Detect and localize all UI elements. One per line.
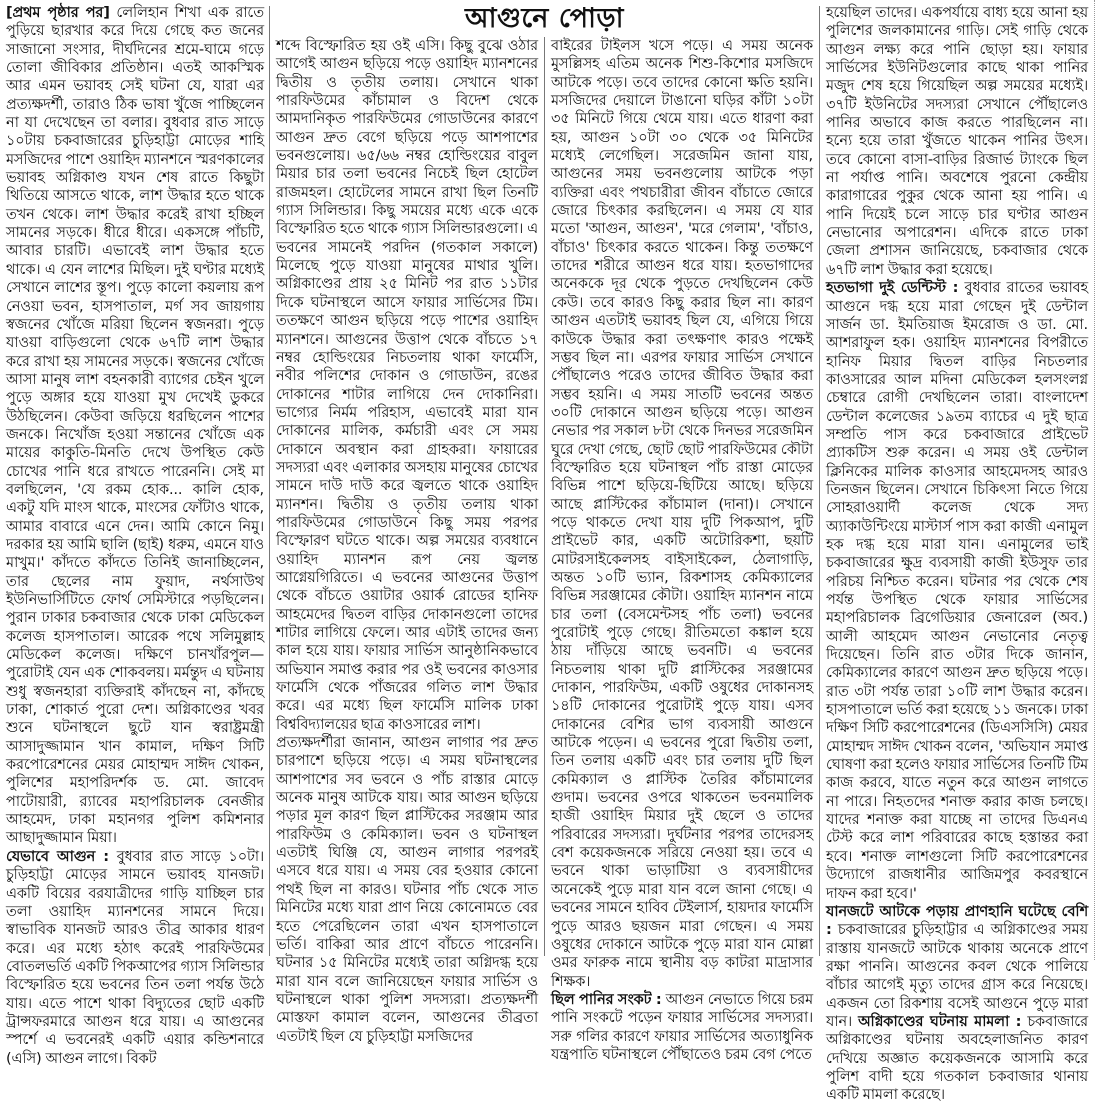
subhead-label: হতভাগা দুই ডেন্টিস্ট :: [826, 279, 959, 297]
paragraph: [6, 848, 264, 1068]
article-column-3: [551, 37, 813, 1063]
paragraph-text: লেলিহান শিখা এক রাতে পুড়িয়ে ছারখার করে দিয়ে গেছে কত জনের সাজানো সংসার, দীর্ঘদিনের শ্রমে-ঘামে গড়ে তোলা জীবিকার প্রতিষ্ঠান। এতই আকস্মিক আর এমন ভয়াবহ সেই ঘটনা যে, যারা এর প্রত্যক্ষদর্শী, তারাও ঠিক ভাষা খুঁজে পাচ্ছিলেন না যা দেখেছেন তা বলার। বুধবার রাত সাড়ে ১০টায় চকবাজারের চুড়িহাট্টা মোড়ের শাহি মসজিদের পাশে ওয়াহিদ ম্যানশনে স্মরণকালের ভয়াবহ অগ্নিকাণ্ড যখন শেষ রাতে কিছুটা থিতিয়ে আসতে থাকে, লাশ উদ্ধার হতে থাকে তখন থেকে। লাশ উদ্ধার করেই রাখা হচ্ছিল সামনের সড়কে। ধীরে ধীরে। একসঙ্গে পাঁচটি, আবার চারটি। এভাবেই লাশ উদ্ধার হতে থাকে। এ যেন লাশের মিছিল। দুই ঘণ্টার মধ্যেই সেখানে লাশের স্তূপ। পুড়ে কালো কয়লায় রূপ নেওয়া ভবন, হাসপাতাল, মর্গ সব জায়গায় স্বজনের খোঁজে মরিয়া ছিলেন স্বজনরা। পুড়ে যাওয়া বাড়িগুলো থেকে ৬৭টি লাশ উদ্ধার করে রাখা হয় সামনের সড়কে। স্বজনের খোঁজে আসা মানুষ লাশ বহনকারী ব্যাগের চেইন খুলে পুড়ে অঙ্গার হয়ে যাওয়া মুখ দেখেই ডুকরে উঠছিলেন। কেউবা জড়িয়ে ধরছিলেন পাশের জনকে। নিখোঁজ হওয়া সন্তানের খোঁজে এক মায়ের কাকুতি-মিনতি দেখে উপস্থিত কেউ চোখের পানি ধরে রাখতে পারেননি। সেই মা বলছিলেন, 'যে রকম হোক... কালি হোক, একটু যদি মাংস থাকে, মাংসের ফোঁটাও থাকে, আমার বাবারে এনে দেন। আমি কোনে নিমু। দরকার হয় আমি ছালি (ছাই) ধরুম, এমনে যাও মাখুম।' কাঁদতে কাঁদতে তিনিই জানাচ্ছিলেন, তার ছেলের নাম ফুয়াদ, নর্থসাউথ ইউনিভার্সিটিতে ফোর্থ সেমিস্টারে পড়ছিলেন। পুরান ঢাকার চকবাজার থেকে ঢাকা মেডিকেল কলেজ হাসপাতাল। আরেক পথে সলিমুল্লাহ মেডিকেল কলেজ। দক্ষিণে চানখাঁরপুল— পুরোটাই যেন এক শোকবলয়। মর্মন্তুদ এ ঘটনায় শুধু স্বজনহারা ব্যক্তিরাই কাঁদছেন না, কাঁদছে ঢাকা, শোকার্ত পুরো দেশ। অগ্নিকাণ্ডের খবর শুনে ঘটনাস্থলে ছুটে যান স্বরাষ্ট্রমন্ত্রী আসাদুজ্জামান খান কামাল, দক্ষিণ সিটি করপোরেশনের মেয়র মোহাম্মদ সাঈদ খোকন, পুলিশের মহাপরিদর্শক ড. মো. জাবেদ পাটোয়ারী, র‌্যাবের মহাপরিচালক বেনজীর আহমেদ, ঢাকা মহানগর পুলিশ কমিশনার আছাদুজ্জামান মিয়া।: [6, 4, 264, 847]
column-rule-3: [819, 6, 820, 956]
column-rule-2: [544, 37, 545, 956]
paragraph-text: বুধবার রাত সাড়ে ১০টা। চুড়িহাট্টা মোড়ের সামনে ভয়াবহ যানজট। একটি বিয়ের বরযাত্রীদের গাড়ি যাচ্ছিল চার তলা ওয়াহিদ ম্যানশনের সামনে দিয়ে। স্বাভাবিক যানজট আরও তীব্র আকার ধারণ করে। এর মধ্যে হঠাৎ করেই পারফিউমের বোতলভর্তি একটি পিকআপের গ্যাস সিলিন্ডার বিস্ফোরিত হয়ে ভবনের তিন তলা পর্যন্ত উঠে যায়। এতে পাশে থাকা বিদ্যুতের ছোট একটি ট্রান্সফরমারে আগুন ধরে যায়। এ আগুনের স্পর্শে এ ভবনেরই একটি এয়ার কন্ডিশনারে (এসি) আগুন লাগে। বিকট: [6, 847, 264, 1067]
paragraph: প্রত্যক্ষদর্শীরা জানান, আগুন লাগার পর দ্রুত চারপাশে ছড়িয়ে পড়ে। এ সময় ঘটনাস্থলের আশপাশের সব ভবনে ও পাঁচ রাস্তার মোড়ে অনেক মানুষ আটকে যায়। আর আগুন ছড়িয়ে পড়ার মূল কারণ ছিল প্লাস্টিকের সরঞ্জাম আর পারফিউম ও কেমিক্যাল। ভবন ও ঘটনাস্থল এতটাই ঘিঞ্জি যে, আগুন লাগার পরপরই এসবে ধরে যায়। এ সময় বের হওয়ার কোনো পথই ছিল না কারও। ঘটনার পাঁচ থেকে সাত মিনিটের মধ্যে যারা প্রাণ নিয়ে কোনোমতে বের হতে পেরেছিলেন তারা এখন হাসপাতালে ভর্তি। বাকিরা আর প্রাণে বাঁচতে পারেননি। ঘটনার ১৫ মিনিটের মধ্যেই তারা অগ্নিদগ্ধ হয়ে মারা যান বলে জানিয়েছেন ফায়ার সার্ভিস ও ঘটনাস্থলে থাকা পুলিশ সদস্যরা। প্রত্যক্ষদর্শী মোস্তফা কামাল বলেন, আগুনের তীব্রতা এতটাই ছিল যে চুড়িহাট্টা মসজিদের: [276, 734, 538, 1045]
paragraph-text: আগুন নেভাতে গিয়ে চরম পানি সংকটে পড়েন ফায়ার সার্ভিসের সদস্যরা। সরু গলির কারণে ফায়ার সার্ভিসের অত্যাধুনিক যন্ত্রপাতি ঘটনাস্থলে পৌঁছাতেও চরম বেগ পেতে: [551, 990, 813, 1063]
subhead-label: যানজটে আটকে পড়ায় প্রাণহানি ঘটেছে বেশি :: [826, 902, 1088, 939]
headline: আগুনে পোড়া: [464, 3, 625, 34]
paragraph-text: চকবাজারে অগ্নিকাণ্ডের ঘটনায় অবহেলাজনিত কারণ দেখিয়ে অজ্ঞাত কয়েকজনকে আসামি করে পুলিশ বাদী হয়ে গতকাল চকবাজার থানায় একটি মামলা করেছে।: [826, 1012, 1089, 1104]
subhead-label: যেভাবে আগুন :: [6, 847, 109, 865]
column-rule-1: [269, 6, 270, 956]
continuation-label: [প্রথম পৃষ্ঠার পর]: [6, 4, 110, 21]
paragraph: শব্দে বিস্ফোরিত হয় ওই এসি। কিছু বুঝে ওঠার আগেই আগুন ছড়িয়ে পড়ে ওয়াহিদ ম্যানশনের দ্বিতীয় ও তৃতীয় তলায়। সেখানে থাকা পারফিউমের কাঁচামাল ও বিদেশ থেকে আমদানিকৃত পারফিউমের গোডাউনের কারণে আগুন দ্রুত বেগে ছড়িয়ে পড়ে আশপাশের ভবনগুলোয়। ৬৫/৬৬ নম্বর হোল্ডিংয়ের বাবুল মিয়ার চার তলা ভবনের নিচেই ছিল হোটেল রাজমহল। হোটেলের সামনে রাখা ছিল তিনটি গ্যাস সিলিন্ডার। কিছু সময়ের মধ্যে একে একে বিস্ফোরিত হতে থাকে গ্যাস সিলিন্ডারগুলো। এ ভবনের সামনেই পরদিন (গতকাল সকালে) মিলেছে পুড়ে যাওয়া মানুষের মাথার খুলি। অগ্নিকাণ্ডের প্রায় ২৫ মিনিট পর রাত ১১টার দিকে ঘটনাস্থলে আসে ফায়ার সার্ভিসের টিম। ততক্ষণে আগুন ছড়িয়ে পড়ে পাশের ওয়াহিদ ম্যানশনে। আগুনের উত্তাপ থেকে বাঁচতে ১৭ নম্বর হোল্ডিংয়ের নিচতলায় থাকা ফার্মেসি, নবীর পলিশের দোকান ও গোডাউন, রঙের দোকানের শাটার লাগিয়ে দেন দোকানিরা। ভাগ্যের নির্মম পরিহাস, এভাবেই মারা যান দোকানের মালিক, কর্মচারী এবং সে সময় দোকানে অবস্থান করা গ্রাহকরা। ফায়ারের সদস্যরা এবং এলাকার অসহায় মানুষের চোখের সামনে দাউ দাউ করে জ্বলতে থাকে ওয়াহিদ ম্যানশন। দ্বিতীয় ও তৃতীয় তলায় থাকা পারফিউমের গোডাউনে কিছু সময় পরপর বিস্ফোরণ ঘটতে থাকে। অল্প সময়ের ব্যবধানে ওয়াহিদ ম্যানশন রূপ নেয় জ্বলন্ত আগ্নেয়গিরিতে। এ ভবনের আগুনের উত্তাপ থেকে বাঁচতে ওয়াটার ওয়ার্ক রোডের হানিফ আহমেদের দ্বিতল বাড়ির দোকানগুলো তাদের শাটার লাগিয়ে ফেলে। আর এটাই তাদের জন্য কাল হয়ে যায়। ফায়ার সার্ভিস আনুষ্ঠানিকভাবে অভিযান সমাপ্ত করার পর ওই ভবনের কাওসার ফার্মেসি থেকে পাঁজরের গলিত লাশ উদ্ধার করে। এর মধ্যে ছিল ফার্মেসি মালিক ঢাকা বিশ্ববিদ্যালয়ের ছাত্র কাওসারের লাশ।: [276, 37, 538, 733]
article-column-2: [276, 37, 538, 1045]
page-edge-dotted: [1094, 0, 1095, 960]
paragraph-text: বুধবার রাতের ভয়াবহ আগুনে দগ্ধ হয়ে মারা গেছেন দুই ডেন্টাল সার্জন ডা. ইমতিয়াজ ইমরোজ ও ডা. মো. আশরাফুল হক। ওয়াহিদ ম্যানশনের বিপরীতে হানিফ মিয়ার দ্বিতল বাড়ির নিচতলার কাওসারের আল মদিনা মেডিকেল হলসংলগ্ন চেম্বারে রোগী দেখছিলেন তারা। বাংলাদেশ ডেন্টাল কলেজের ১৯তম ব্যাচের এ দুই ছাত্র সম্প্রতি পাস করে চকবাজারে প্রাইভেট প্র্যাকটিস শুরু করেন। এ সময় ওই ডেন্টাল ক্লিনিকের মালিক কাওসার আহমেদসহ আরও তিনজন ছিলেন। সেখানে চিকিৎসা নিতে গিয়ে সোহরাওয়ার্দী কলেজ থেকে সদ্য অ্যাকাউন্টিংয়ে মাস্টার্স পাস করা কাজী এনামুল হক দগ্ধ হয়ে মারা যান। এনামুলের ভাই চকবাজারের ক্ষুদ্র ব্যবসায়ী কাজী ইউসুফ তার পরিচয় নিশ্চিত করেন। ঘটনার পর থেকে শেষ পর্যন্ত উপস্থিত থেকে ফায়ার সার্ভিসের মহাপরিচালক ব্রিগেডিয়ার জেনারেল (অব.) আলী আহমেদ আগুন নেভানোর নেতৃত্ব দিয়েছেন। তিনি রাত ৩টার দিকে জানান, কেমিক্যালের কারণে আগুন দ্রুত ছড়িয়ে পড়ে। রাত ৩টা পর্যন্ত তারা ১০টি লাশ উদ্ধার করেন। হাসপাতালে ভর্তি করা হয়েছে ১১ জনকে। ঢাকা দক্ষিণ সিটি করপোরেশনের (ডিএসসিসি) মেয়র মোহাম্মদ সাঈদ খোকন বলেন, 'অভিযান সমাপ্ত ঘোষণা করা হলেও ফায়ার সার্ভিসের তিনটি টিম কাজ করবে, যাতে নতুন করে আগুন লাগতে না পারে। নিহতদের শনাক্ত করার কাজ চলছে। যাদের শনাক্ত করা যাচ্ছে না তাদের ডিএনএ টেস্ট করে লাশ পরিবারের কাছে হস্তান্তর করা হবে। শনাক্ত লাশগুলো সিটি করপোরেশনের উদ্যোগে রাজধানীর আজিমপুর কবরস্থানে দাফন করা হবে।': [826, 279, 1088, 902]
paragraph: [826, 903, 1088, 1105]
paragraph: [826, 279, 1088, 903]
article-column-4: [826, 4, 1089, 1104]
paragraph: [6, 4, 264, 848]
subhead-label: অগ্নিকাণ্ডের ঘটনায় মামলা :: [858, 1012, 1022, 1030]
article-column-1: [6, 4, 264, 1067]
paragraph: বাইরের টাইলস খসে পড়ে। এ সময় অনেক মুসল্লিসহ এতিম অনেক শিশু-কিশোর মসজিদে আটকে পড়ে। তবে তাদের কোনো ক্ষতি হয়নি। মসজিদের দেয়ালে টাঙানো ঘড়ির কাঁটা ১০টা ৩৫ মিনিটে গিয়ে থেমে যায়। এতে ধারণা করা হয়, আগুন ১০টা ৩০ থেকে ৩৫ মিনিটের মধ্যেই লেগেছিল। সরেজমিন জানা যায়, আগুনের সময় ভবনগুলোয় আটকে পড়া ব্যক্তিরা এবং পথচারীরা জীবন বাঁচাতে জোরে জোরে চিৎকার করছিলেন। এ সময় যে যার মতো 'আগুন, আগুন', 'মরে গেলাম', 'বাঁচাও, বাঁচাও' চিৎকার করতে থাকেন। কিন্তু ততক্ষণে তাদের শরীরে আগুন ধরে যায়। হতভাগাদের অনেককে দূর থেকে পুড়তে দেখছিলেন কেউ কেউ। তবে কারও কিছু করার ছিল না। কারণ আগুন এতটাই ভয়াবহ ছিল যে, এগিয়ে গিয়ে কাউকে উদ্ধার করা তৎক্ষণাৎ কারও পক্ষেই সম্ভব ছিল না। এরপর ফায়ার সার্ভিস সেখানে পৌঁছালেও পরেও তাদের জীবিত উদ্ধার করা সম্ভব হয়নি। এ সময় সাতটি ভবনের অন্তত ৩০টি দোকানে আগুন ছড়িয়ে পড়ে। আগুন নেভার পর সকাল ৮টা থেকে দিনভর সরেজমিন ঘুরে দেখা গেছে, ছোট ছোট পারফিউমের কৌটা বিস্ফোরিত হয়ে ঘটনাস্থল পাঁচ রাস্তা মোড়ের বিভিন্ন পাশে ছড়িয়ে-ছিটিয়ে আছে। ছড়িয়ে আছে প্লাস্টিকের কাঁচামাল (দানা)। সেখানে পড়ে থাকতে দেখা যায় দুটি পিকআপ, দুটি প্রাইভেট কার, একটি অটোরিকশা, ছয়টি মোটরসাইকেলসহ বাইসাইকেল, ঠেলাগাড়ি, অন্তত ১০টি ভ্যান, রিকশাসহ কেমিক্যালের বিভিন্ন সরঞ্জামের কৌটা। ওয়াহিদ ম্যানশন নামে চার তলা (বেসমেন্টসহ পাঁচ তলা) ভবনের পুরোটাই পুড়ে গেছে। রীতিমতো কঙ্কাল হয়ে ঠায় দাঁড়িয়ে আছে ভবনটি। এ ভবনের নিচতলায় থাকা দুটি প্লাস্টিকের সরঞ্জামের দোকান, পারফিউম, একটি ওষুধের দোকানসহ ১৪টি দোকানের পুরোটাই পুড়ে যায়। এসব দোকানের বেশির ভাগ ব্যবসায়ী আগুনে আটকে পড়েন। এ ভবনের পুরো দ্বিতীয় তলা, তিন তলায় একটি এবং চার তলায় দুটি ছিল কেমিক্যাল ও প্লাস্টিক তৈরির কাঁচামালের গুদাম। ভবনের ওপরে থাকতেন ভবনমালিক হাজী ওয়াহিদ মিয়ার দুই ছেলে ও তাদের পরিবারের সদস্যরা। দুর্ঘটনার পরপর তাদেরসহ বেশ কয়েকজনকে সরিয়ে নেওয়া হয়। তবে এ ভবনে থাকা ভাড়াটিয়া ও ব্যবসায়ীদের অনেকেই পুড়ে মারা যান বলে জানা গেছে। এ ভবনের সামনে হাবিব টেইলার্স, হায়দার ফার্মেসি পুড়ে আরও ছয়জন মারা গেছেন। এ সময় ওষুধের দোকানে আটকে পুড়ে মারা যান মোল্লা ওমর ফারুক নামে স্থানীয় বড় কাটরা মাদ্রাসার শিক্ষক।: [551, 37, 813, 990]
headline-box: [276, 2, 813, 36]
subhead-label: ছিল পানির সংকট :: [551, 990, 662, 1008]
paragraph: [551, 991, 813, 1064]
paragraph-text: চকবাজারের চুড়িহাট্টার এ অগ্নিকাণ্ডের সময় রাস্তায় যানজটে আটকে থাকায় অনেকে প্রাণে রক্ষা পাননি। আগুনের কবল থেকে পালিয়ে বাঁচার আগেই মৃত্যু তাদের গ্রাস করে নিয়েছে। একজন তো রিকশায় বসেই আগুনে পুড়ে মারা যান।: [826, 921, 1088, 1030]
paragraph: হয়েছিল তাদের। একপর্যায়ে বাধ্য হয়ে আনা হয় পুলিশের জলকামানের গাড়ি। সেই গাড়ি থেকে আগুন লক্ষ্য করে পানি ছোড়া হয়। ফায়ার সার্ভিসের ইউনিটগুলোর কাছে থাকা পানির মজুদ শেষ হয়ে গিয়েছিল অল্প সময়ের মধ্যেই। ৩৭টি ইউনিটের সদস্যরা সেখানে পৌঁছালেও পানির অভাবে কাজ করতে পারছিলেন না। হন্যে হয়ে তারা খুঁজতে থাকেন পানির উৎস। তবে কোনো বাসা-বাড়ির রিজার্ভ ট্যাংকে ছিল না পর্যাপ্ত পানি। অবশেষে পুরনো কেন্দ্রীয় কারাগারের পুকুর থেকে আনা হয় পানি। এ পানি দিয়েই চলে সাড়ে চার ঘণ্টার আগুন নেভানোর অপারেশন। এদিকে রাতে ঢাকা জেলা প্রশাসন জানিয়েছে, চকবাজার থেকে ৬৭টি লাশ উদ্ধার করা হয়েছে।: [826, 4, 1088, 278]
